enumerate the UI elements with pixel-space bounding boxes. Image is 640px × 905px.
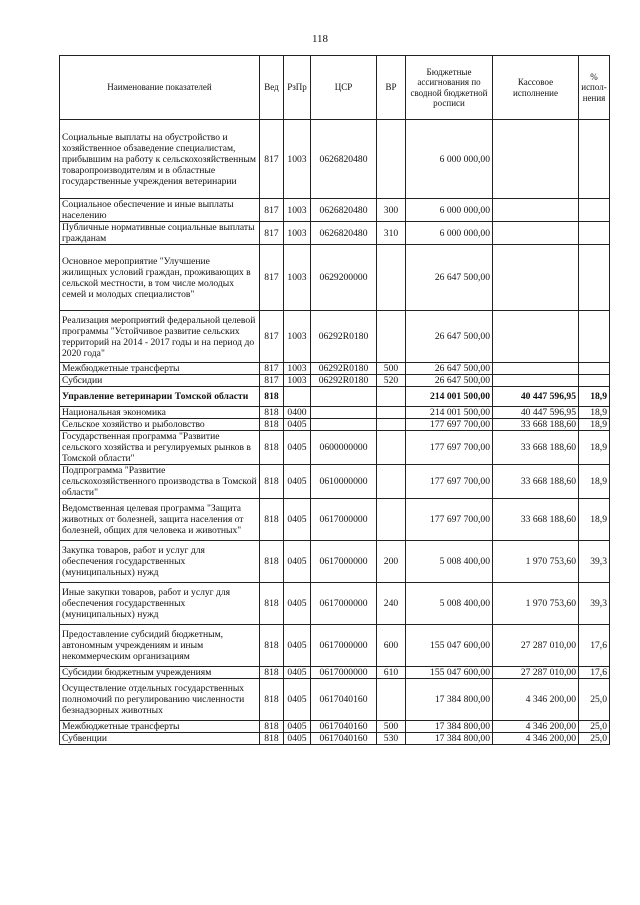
cell-pct: 39,3 bbox=[579, 583, 610, 625]
cell-rzpr: 0405 bbox=[284, 625, 311, 667]
cell-assign: 26 647 500,00 bbox=[406, 245, 493, 311]
cell-cash: 33 668 188,60 bbox=[493, 499, 579, 541]
cell-pct bbox=[579, 311, 610, 363]
cell-cash: 40 447 596,95 bbox=[493, 387, 579, 407]
table-row bbox=[60, 407, 610, 419]
cell-csr: 0617000000 bbox=[311, 499, 377, 541]
cell-name: Государственная программа "Развитие сельского хозяйства и регулируемых рынков в Томской области" bbox=[60, 431, 260, 465]
cell-vr: 240 bbox=[377, 583, 406, 625]
cell-pct: 18,9 bbox=[579, 407, 610, 419]
cell-cash: 4 346 200,00 bbox=[493, 721, 579, 733]
table-row bbox=[60, 363, 610, 375]
cell-ved: 818 bbox=[260, 499, 284, 541]
cell-csr bbox=[311, 407, 377, 419]
col-header-ved: Вед bbox=[260, 56, 284, 120]
cell-csr: 0617000000 bbox=[311, 625, 377, 667]
cell-rzpr: 1003 bbox=[284, 363, 311, 375]
cell-vr: 520 bbox=[377, 375, 406, 387]
cell-assign: 155 047 600,00 bbox=[406, 625, 493, 667]
cell-cash: 1 970 753,60 bbox=[493, 541, 579, 583]
cell-ved: 817 bbox=[260, 375, 284, 387]
cell-name: Реализация мероприятий федеральной целевой программы "Устойчивое развитие сельских территорий на 2014 - 2017 годы и на период до 2020 года" bbox=[60, 311, 260, 363]
cell-rzpr: 0405 bbox=[284, 679, 311, 721]
cell-csr: 0617040160 bbox=[311, 721, 377, 733]
table-row bbox=[60, 721, 610, 733]
cell-cash bbox=[493, 222, 579, 245]
cell-csr: 0617000000 bbox=[311, 667, 377, 679]
table-row bbox=[60, 387, 610, 407]
cell-rzpr: 1003 bbox=[284, 311, 311, 363]
table-row bbox=[60, 375, 610, 387]
cell-assign: 177 697 700,00 bbox=[406, 431, 493, 465]
table-row bbox=[60, 311, 610, 363]
table-row bbox=[60, 222, 610, 245]
cell-rzpr: 0405 bbox=[284, 419, 311, 431]
cell-cash: 4 346 200,00 bbox=[493, 733, 579, 745]
col-header-name: Наименование показателей bbox=[60, 56, 260, 120]
cell-cash bbox=[493, 311, 579, 363]
table-row bbox=[60, 679, 610, 721]
cell-csr: 0626820480 bbox=[311, 120, 377, 199]
cell-name: Сельское хозяйство и рыболовство bbox=[60, 419, 260, 431]
cell-pct bbox=[579, 120, 610, 199]
cell-name: Закупка товаров, работ и услуг для обеспечения государственных (муниципальных) нужд bbox=[60, 541, 260, 583]
cell-assign: 214 001 500,00 bbox=[406, 387, 493, 407]
cell-name: Межбюджетные трансферты bbox=[60, 363, 260, 375]
cell-pct: 25,0 bbox=[579, 679, 610, 721]
cell-assign: 177 697 700,00 bbox=[406, 419, 493, 431]
col-header-cash-execution: Кассовое исполнение bbox=[493, 56, 579, 120]
cell-pct bbox=[579, 363, 610, 375]
cell-rzpr: 1003 bbox=[284, 120, 311, 199]
cell-cash: 27 287 010,00 bbox=[493, 625, 579, 667]
cell-pct bbox=[579, 222, 610, 245]
table-row bbox=[60, 733, 610, 745]
cell-rzpr: 0405 bbox=[284, 667, 311, 679]
cell-name: Субсидии бюджетным учреждениям bbox=[60, 667, 260, 679]
cell-assign: 26 647 500,00 bbox=[406, 363, 493, 375]
cell-assign: 6 000 000,00 bbox=[406, 120, 493, 199]
cell-csr: 0617000000 bbox=[311, 541, 377, 583]
budget-table bbox=[59, 55, 610, 745]
cell-ved: 818 bbox=[260, 387, 284, 407]
table-row bbox=[60, 245, 610, 311]
cell-ved: 818 bbox=[260, 419, 284, 431]
cell-cash: 27 287 010,00 bbox=[493, 667, 579, 679]
cell-csr: 0600000000 bbox=[311, 431, 377, 465]
table-row bbox=[60, 431, 610, 465]
col-header-vr: ВР bbox=[377, 56, 406, 120]
cell-name: Подпрограмма "Развитие сельскохозяйственного производства в Томской области" bbox=[60, 465, 260, 499]
cell-vr bbox=[377, 245, 406, 311]
cell-ved: 818 bbox=[260, 667, 284, 679]
cell-csr: 0610000000 bbox=[311, 465, 377, 499]
cell-assign: 177 697 700,00 bbox=[406, 499, 493, 541]
table-row bbox=[60, 419, 610, 431]
page-number: 118 bbox=[311, 33, 329, 45]
cell-assign: 155 047 600,00 bbox=[406, 667, 493, 679]
cell-vr: 200 bbox=[377, 541, 406, 583]
cell-vr bbox=[377, 419, 406, 431]
table-row bbox=[60, 499, 610, 541]
cell-csr: 0629200000 bbox=[311, 245, 377, 311]
cell-name: Ведомственная целевая программа "Защита животных от болезней, защита населения от болезней, общих для человека и животных" bbox=[60, 499, 260, 541]
table-row bbox=[60, 583, 610, 625]
cell-pct: 39,3 bbox=[579, 541, 610, 583]
cell-assign: 214 001 500,00 bbox=[406, 407, 493, 419]
cell-assign: 5 008 400,00 bbox=[406, 541, 493, 583]
cell-cash bbox=[493, 363, 579, 375]
cell-cash: 33 668 188,60 bbox=[493, 431, 579, 465]
table-row bbox=[60, 667, 610, 679]
cell-ved: 817 bbox=[260, 311, 284, 363]
cell-assign: 26 647 500,00 bbox=[406, 311, 493, 363]
cell-csr: 0617040160 bbox=[311, 679, 377, 721]
cell-vr bbox=[377, 499, 406, 541]
cell-csr: 06292R0180 bbox=[311, 375, 377, 387]
cell-vr bbox=[377, 679, 406, 721]
cell-assign: 17 384 800,00 bbox=[406, 721, 493, 733]
cell-cash: 4 346 200,00 bbox=[493, 679, 579, 721]
cell-vr bbox=[377, 465, 406, 499]
cell-ved: 818 bbox=[260, 431, 284, 465]
cell-vr bbox=[377, 311, 406, 363]
cell-cash bbox=[493, 199, 579, 222]
cell-csr: 0617040160 bbox=[311, 733, 377, 745]
cell-ved: 817 bbox=[260, 245, 284, 311]
cell-ved: 818 bbox=[260, 679, 284, 721]
cell-name: Управление ветеринарии Томской области bbox=[60, 387, 260, 407]
cell-ved: 817 bbox=[260, 363, 284, 375]
cell-pct: 25,0 bbox=[579, 721, 610, 733]
cell-rzpr: 0405 bbox=[284, 465, 311, 499]
col-header-rzpr: РзПр bbox=[284, 56, 311, 120]
cell-assign: 6 000 000,00 bbox=[406, 199, 493, 222]
cell-cash: 33 668 188,60 bbox=[493, 419, 579, 431]
cell-pct bbox=[579, 199, 610, 222]
cell-rzpr: 1003 bbox=[284, 375, 311, 387]
cell-cash: 1 970 753,60 bbox=[493, 583, 579, 625]
cell-vr bbox=[377, 431, 406, 465]
cell-pct: 17,6 bbox=[579, 667, 610, 679]
cell-cash bbox=[493, 120, 579, 199]
cell-rzpr: 0405 bbox=[284, 721, 311, 733]
cell-name: Предоставление субсидий бюджетным, автономным учреждениям и иным некоммерческим организациям bbox=[60, 625, 260, 667]
cell-pct: 18,9 bbox=[579, 465, 610, 499]
cell-rzpr: 0405 bbox=[284, 499, 311, 541]
cell-name: Национальная экономика bbox=[60, 407, 260, 419]
cell-vr: 300 bbox=[377, 199, 406, 222]
cell-name: Субсидии bbox=[60, 375, 260, 387]
cell-ved: 818 bbox=[260, 625, 284, 667]
table-row bbox=[60, 199, 610, 222]
cell-rzpr: 0405 bbox=[284, 583, 311, 625]
cell-vr bbox=[377, 387, 406, 407]
cell-cash: 40 447 596,95 bbox=[493, 407, 579, 419]
cell-rzpr: 0405 bbox=[284, 541, 311, 583]
cell-assign: 17 384 800,00 bbox=[406, 733, 493, 745]
cell-ved: 818 bbox=[260, 583, 284, 625]
cell-rzpr: 1003 bbox=[284, 245, 311, 311]
cell-csr: 0626820480 bbox=[311, 222, 377, 245]
cell-vr: 610 bbox=[377, 667, 406, 679]
cell-name: Публичные нормативные социальные выплаты гражданам bbox=[60, 222, 260, 245]
cell-rzpr: 1003 bbox=[284, 199, 311, 222]
cell-pct: 18,9 bbox=[579, 431, 610, 465]
cell-assign: 177 697 700,00 bbox=[406, 465, 493, 499]
cell-csr bbox=[311, 419, 377, 431]
cell-name: Социальные выплаты на обустройство и хозяйственное обзаведение специалистам, прибывшим на работу к сельскохозяйственным товаропроизводителям и в областные государственные учреждения ветеринарии bbox=[60, 120, 260, 199]
cell-rzpr: 0405 bbox=[284, 431, 311, 465]
cell-vr: 600 bbox=[377, 625, 406, 667]
cell-vr: 530 bbox=[377, 733, 406, 745]
cell-vr: 500 bbox=[377, 363, 406, 375]
cell-ved: 818 bbox=[260, 407, 284, 419]
cell-vr bbox=[377, 407, 406, 419]
cell-ved: 818 bbox=[260, 733, 284, 745]
cell-name: Осуществление отдельных государственных полномочий по регулированию численности безнадзорных животных bbox=[60, 679, 260, 721]
cell-pct: 25,0 bbox=[579, 733, 610, 745]
cell-ved: 818 bbox=[260, 721, 284, 733]
cell-assign: 17 384 800,00 bbox=[406, 679, 493, 721]
cell-pct: 18,9 bbox=[579, 387, 610, 407]
cell-assign: 5 008 400,00 bbox=[406, 583, 493, 625]
cell-csr: 06292R0180 bbox=[311, 311, 377, 363]
table-row bbox=[60, 625, 610, 667]
table-row bbox=[60, 465, 610, 499]
cell-rzpr bbox=[284, 387, 311, 407]
cell-ved: 818 bbox=[260, 465, 284, 499]
cell-rzpr: 1003 bbox=[284, 222, 311, 245]
cell-ved: 817 bbox=[260, 120, 284, 199]
cell-name: Субвенции bbox=[60, 733, 260, 745]
cell-cash bbox=[493, 245, 579, 311]
col-header-csr: ЦСР bbox=[311, 56, 377, 120]
cell-cash bbox=[493, 375, 579, 387]
table-row bbox=[60, 120, 610, 199]
cell-vr bbox=[377, 120, 406, 199]
cell-pct: 17,6 bbox=[579, 625, 610, 667]
cell-name: Основное мероприятие "Улучшение жилищных условий граждан, проживающих в сельской местности, в том числе молодых семей и молодых специалистов" bbox=[60, 245, 260, 311]
cell-vr: 500 bbox=[377, 721, 406, 733]
cell-pct bbox=[579, 245, 610, 311]
table-row bbox=[60, 541, 610, 583]
cell-rzpr: 0400 bbox=[284, 407, 311, 419]
col-header-assignments: Бюджетные ассигнования по сводной бюджетной росписи bbox=[406, 56, 493, 120]
cell-cash: 33 668 188,60 bbox=[493, 465, 579, 499]
cell-ved: 817 bbox=[260, 222, 284, 245]
cell-name: Межбюджетные трансферты bbox=[60, 721, 260, 733]
cell-assign: 26 647 500,00 bbox=[406, 375, 493, 387]
cell-rzpr: 0405 bbox=[284, 733, 311, 745]
cell-name: Социальное обеспечение и иные выплаты населению bbox=[60, 199, 260, 222]
cell-csr: 06292R0180 bbox=[311, 363, 377, 375]
cell-csr: 0617000000 bbox=[311, 583, 377, 625]
cell-csr: 0626820480 bbox=[311, 199, 377, 222]
cell-assign: 6 000 000,00 bbox=[406, 222, 493, 245]
cell-vr: 310 bbox=[377, 222, 406, 245]
table-header-row bbox=[60, 56, 610, 120]
cell-pct: 18,9 bbox=[579, 419, 610, 431]
cell-pct bbox=[579, 375, 610, 387]
cell-csr bbox=[311, 387, 377, 407]
cell-name: Иные закупки товаров, работ и услуг для обеспечения государственных (муниципальных) нужд bbox=[60, 583, 260, 625]
cell-ved: 817 bbox=[260, 199, 284, 222]
col-header-percent: % испол-нения bbox=[579, 56, 610, 120]
cell-ved: 818 bbox=[260, 541, 284, 583]
cell-pct: 18,9 bbox=[579, 499, 610, 541]
